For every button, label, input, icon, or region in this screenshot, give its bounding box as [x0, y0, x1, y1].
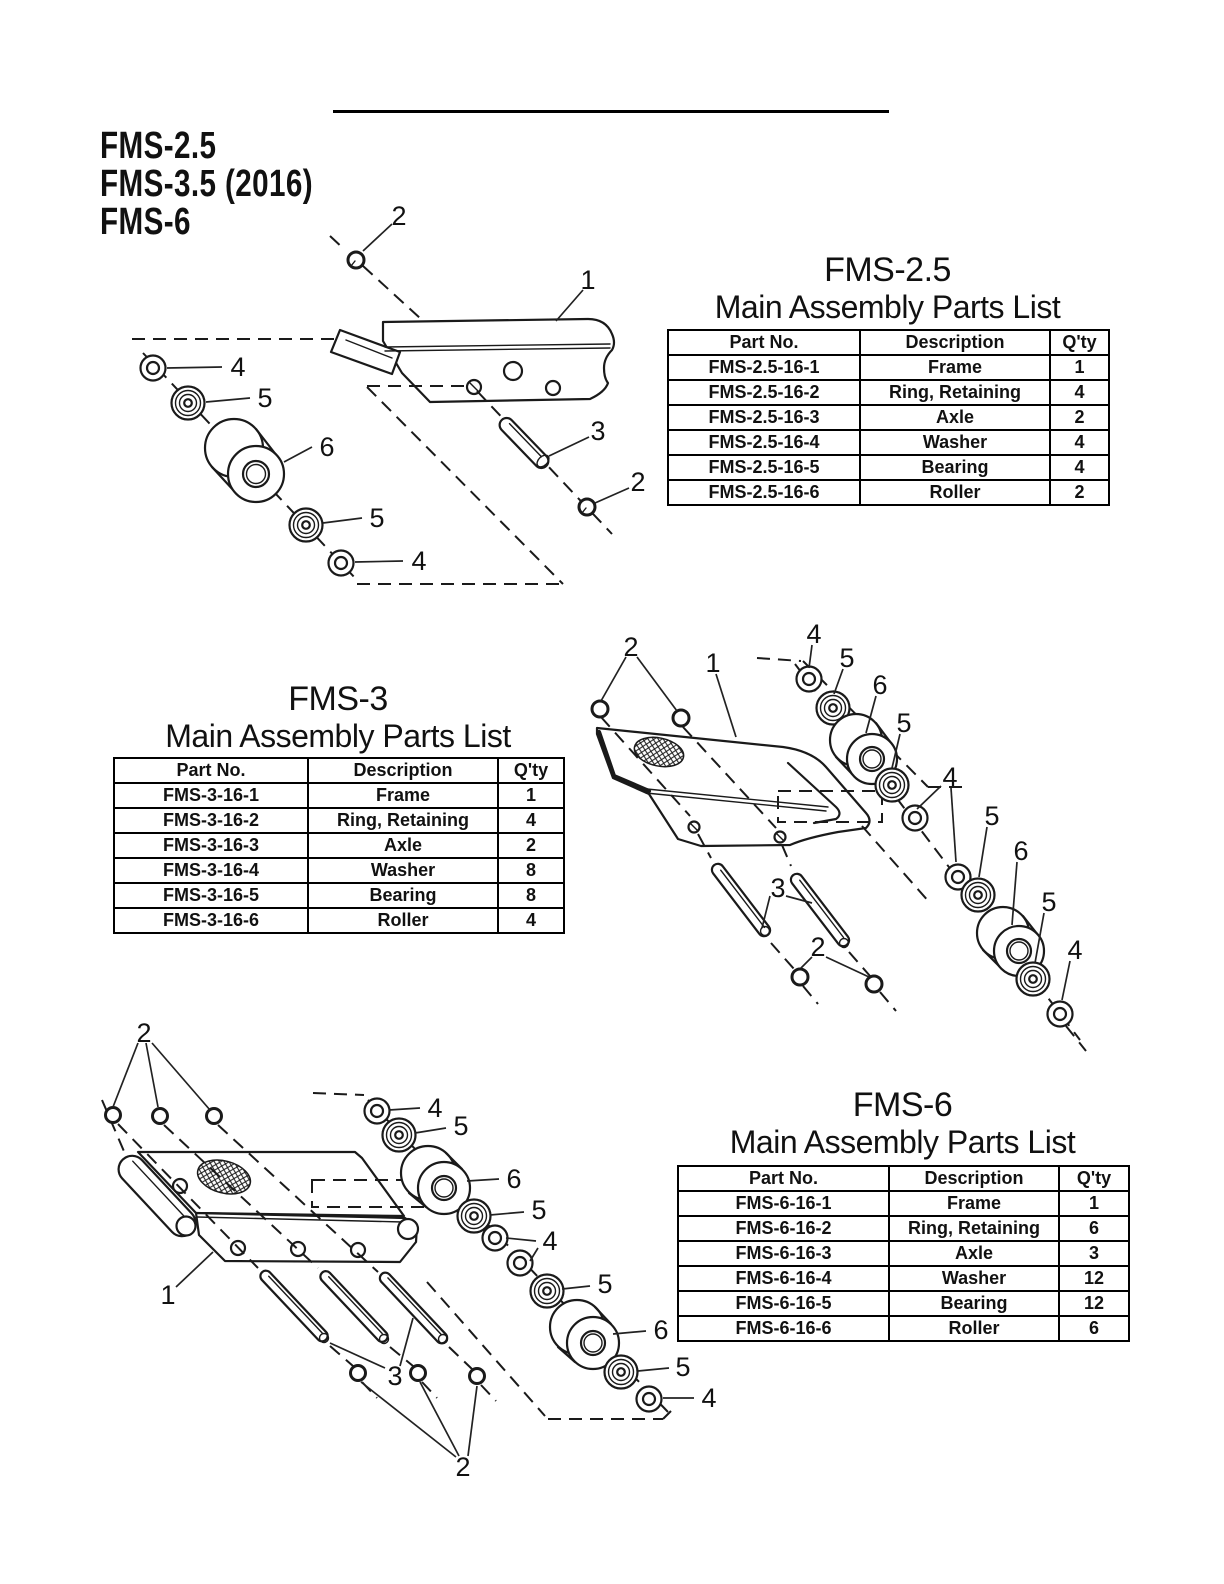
table-row — [668, 430, 1109, 455]
callout-label-4: 4 — [542, 1226, 558, 1256]
frame — [597, 728, 870, 846]
cell: FMS-3-16-1 — [114, 783, 308, 808]
cell: FMS-6-16-1 — [678, 1191, 889, 1216]
bearing — [531, 1275, 564, 1308]
cell: 4 — [498, 808, 564, 833]
cell: 4 — [1050, 430, 1109, 455]
cell: Axle — [889, 1241, 1059, 1266]
callout-label-6: 6 — [872, 670, 888, 700]
column-header: Part No. — [678, 1166, 889, 1191]
bearing — [290, 509, 323, 542]
washer — [329, 551, 354, 576]
callout-label-5: 5 — [369, 503, 385, 533]
leader-line — [361, 1382, 456, 1457]
cell: FMS-3-16-4 — [114, 858, 308, 883]
leader-line — [113, 1043, 138, 1107]
callout-label-2: 2 — [810, 932, 826, 962]
leader-line — [363, 224, 392, 251]
callout-label-6: 6 — [506, 1164, 522, 1194]
table-row — [114, 833, 564, 858]
retaining-ring — [411, 1366, 426, 1381]
leader-line — [467, 1179, 499, 1181]
callout-label-3: 3 — [770, 873, 786, 903]
leader-line — [146, 1043, 158, 1107]
section-title: FMS-3 — [288, 680, 388, 718]
exploded-diagram-fms6 — [85, 1015, 760, 1535]
cell: 4 — [1050, 455, 1109, 480]
cell: FMS-3-16-2 — [114, 808, 308, 833]
cell: Roller — [860, 480, 1050, 505]
cell: Washer — [889, 1266, 1059, 1291]
leader-line — [556, 290, 583, 321]
cell: FMS-2.5-16-2 — [668, 380, 860, 405]
callout-label-6: 6 — [319, 432, 335, 462]
leader-line — [951, 788, 956, 862]
leader-line — [323, 518, 362, 523]
section-heading-fms25 — [665, 252, 1110, 326]
callout-label-5: 5 — [675, 1352, 691, 1382]
exploded-diagram-fms3 — [565, 605, 1125, 1065]
table-row — [114, 783, 564, 808]
leader-line — [355, 561, 403, 562]
callout-label-2: 2 — [136, 1018, 152, 1048]
cell: 2 — [1050, 480, 1109, 505]
cell: 2 — [498, 833, 564, 858]
table-row — [114, 908, 564, 933]
leader-line — [1062, 961, 1070, 1000]
retaining-ring — [348, 252, 364, 268]
cell: 12 — [1059, 1291, 1129, 1316]
retaining-ring — [866, 976, 882, 992]
callout-label-5: 5 — [984, 801, 1000, 831]
bearing — [172, 387, 205, 420]
table-row — [114, 858, 564, 883]
leader-line — [917, 786, 941, 809]
page-top-rule — [333, 110, 889, 113]
callout-label-6: 6 — [653, 1315, 669, 1345]
retaining-ring — [351, 1366, 366, 1381]
cell: Frame — [889, 1191, 1059, 1216]
cell: 4 — [498, 908, 564, 933]
retaining-ring — [592, 701, 608, 717]
leader-line — [468, 1386, 477, 1456]
washer — [365, 1099, 390, 1124]
leader-line — [415, 1128, 446, 1133]
table-row — [668, 380, 1109, 405]
cell: FMS-6-16-4 — [678, 1266, 889, 1291]
axle — [258, 1268, 330, 1343]
callout-label-4: 4 — [942, 762, 958, 792]
cell: Bearing — [860, 455, 1050, 480]
cell: 1 — [498, 783, 564, 808]
column-header: Q'ty — [1059, 1166, 1129, 1191]
cell: FMS-2.5-16-6 — [668, 480, 860, 505]
cell: 8 — [498, 883, 564, 908]
washer — [483, 1226, 508, 1251]
column-header: Description — [889, 1166, 1059, 1191]
column-header: Description — [860, 330, 1050, 355]
leader-line — [530, 1248, 538, 1261]
washer — [903, 806, 928, 831]
cell: FMS-2.5-16-1 — [668, 355, 860, 380]
header-row — [114, 758, 564, 783]
cell: 1 — [1050, 355, 1109, 380]
roller — [550, 1300, 619, 1369]
table-row — [668, 480, 1109, 505]
leader-line — [716, 674, 736, 737]
washer — [797, 667, 822, 692]
cell: 6 — [1059, 1316, 1129, 1341]
cell: FMS-6-16-6 — [678, 1316, 889, 1341]
parts-table-fms3 — [113, 757, 565, 934]
cell: Axle — [308, 833, 498, 858]
cell: Ring, Retaining — [308, 808, 498, 833]
column-header: Part No. — [114, 758, 308, 783]
roller — [401, 1146, 470, 1214]
cell: 3 — [1059, 1241, 1129, 1266]
retaining-ring — [106, 1108, 121, 1123]
callout-label-5: 5 — [257, 383, 273, 413]
column-header: Q'ty — [498, 758, 564, 783]
column-header: Part No. — [668, 330, 860, 355]
table-row — [668, 455, 1109, 480]
retaining-ring — [792, 969, 808, 985]
cell: FMS-3-16-3 — [114, 833, 308, 858]
section-subtitle: Main Assembly Parts List — [729, 1124, 1076, 1160]
frame — [331, 319, 614, 402]
leader-line — [826, 957, 869, 977]
cell: FMS-3-16-6 — [114, 908, 308, 933]
leader-line — [595, 488, 629, 503]
leader-line — [637, 657, 677, 711]
cell: FMS-2.5-16-3 — [668, 405, 860, 430]
parts-table-fms25 — [667, 329, 1110, 506]
cell: 1 — [1059, 1191, 1129, 1216]
cell: Washer — [860, 430, 1050, 455]
cell: FMS-6-16-3 — [678, 1241, 889, 1266]
callout-label-5: 5 — [839, 643, 855, 673]
bearing — [962, 879, 995, 912]
section-heading-fms3 — [111, 681, 565, 755]
column-header: Q'ty — [1050, 330, 1109, 355]
cell: 6 — [1059, 1216, 1129, 1241]
bearing — [876, 769, 909, 802]
cell: Ring, Retaining — [860, 380, 1050, 405]
bearing — [605, 1356, 638, 1389]
table-row — [114, 883, 564, 908]
cell: 4 — [1050, 380, 1109, 405]
callout-label-6: 6 — [1013, 836, 1029, 866]
callout-label-4: 4 — [230, 352, 246, 382]
cell: FMS-2.5-16-5 — [668, 455, 860, 480]
callout-label-5: 5 — [1041, 887, 1057, 917]
leader-line — [176, 1252, 213, 1287]
cell: 12 — [1059, 1266, 1129, 1291]
leader-line — [206, 398, 250, 402]
callout-label-4: 4 — [411, 546, 427, 576]
washer — [508, 1251, 533, 1276]
callout-label-1: 1 — [580, 265, 596, 295]
callout-label-4: 4 — [427, 1093, 443, 1123]
callout-label-4: 4 — [806, 619, 822, 649]
callout-label-4: 4 — [701, 1383, 717, 1413]
retaining-ring — [579, 499, 595, 515]
leader-line — [284, 447, 312, 462]
model-title: FMS-3.5 (2016) — [100, 163, 314, 205]
leader-line — [549, 437, 589, 456]
retaining-ring — [673, 710, 689, 726]
cell: Washer — [308, 858, 498, 883]
leader-line — [152, 1043, 210, 1110]
model-title: FMS-6 — [100, 201, 191, 243]
callout-label-5: 5 — [896, 708, 912, 738]
cell: Ring, Retaining — [889, 1216, 1059, 1241]
table-row — [114, 808, 564, 833]
callout-label-5: 5 — [453, 1111, 469, 1141]
callout-label-4: 4 — [1067, 935, 1083, 965]
table-row — [668, 355, 1109, 380]
leader-line — [979, 827, 987, 877]
callout-label-1: 1 — [705, 648, 721, 678]
cell: Frame — [308, 783, 498, 808]
leader-line — [400, 1318, 413, 1366]
callout-label-2: 2 — [455, 1452, 471, 1482]
cell: FMS-6-16-2 — [678, 1216, 889, 1241]
callout-label-3: 3 — [387, 1361, 403, 1391]
callout-label-3: 3 — [590, 416, 606, 446]
leader-line — [389, 1108, 420, 1110]
callout-label-2: 2 — [391, 201, 407, 231]
cell: Bearing — [889, 1291, 1059, 1316]
washer — [1048, 1002, 1073, 1027]
cell: Bearing — [308, 883, 498, 908]
retaining-ring — [470, 1369, 485, 1384]
section-title: FMS-6 — [852, 1086, 953, 1124]
leader-line — [490, 1212, 524, 1215]
retaining-ring — [207, 1109, 222, 1124]
cell: FMS-2.5-16-4 — [668, 430, 860, 455]
model-title: FMS-2.5 — [100, 125, 217, 167]
roller — [205, 419, 284, 502]
section-subtitle: Main Assembly Parts List — [165, 718, 511, 754]
leader-line — [506, 1238, 536, 1241]
washer — [637, 1387, 662, 1412]
retaining-ring — [153, 1109, 168, 1124]
callout-label-5: 5 — [531, 1195, 547, 1225]
section-title: FMS-2.5 — [824, 251, 951, 289]
leader-line — [601, 657, 626, 701]
cell: Roller — [889, 1316, 1059, 1341]
callout-label-2: 2 — [623, 632, 639, 662]
bearing — [383, 1119, 416, 1152]
table-row — [668, 405, 1109, 430]
callout-label-1: 1 — [160, 1280, 176, 1310]
header-row — [668, 330, 1109, 355]
cell: 2 — [1050, 405, 1109, 430]
cell: FMS-3-16-5 — [114, 883, 308, 908]
callout-label-2: 2 — [630, 467, 646, 497]
washer — [141, 356, 166, 381]
bearing — [458, 1200, 491, 1233]
callout-label-5: 5 — [597, 1269, 613, 1299]
leader-line — [562, 1286, 590, 1289]
exploded-diagram-fms25 — [100, 195, 680, 615]
axle — [497, 415, 552, 471]
column-header: Description — [308, 758, 498, 783]
leader-line — [167, 367, 222, 368]
bearing — [1017, 963, 1050, 996]
section-subtitle: Main Assembly Parts List — [714, 289, 1061, 325]
cell: 8 — [498, 858, 564, 883]
cell: Frame — [860, 355, 1050, 380]
cell: Roller — [308, 908, 498, 933]
cell: Axle — [860, 405, 1050, 430]
leader-line — [638, 1368, 669, 1371]
cell: FMS-6-16-5 — [678, 1291, 889, 1316]
